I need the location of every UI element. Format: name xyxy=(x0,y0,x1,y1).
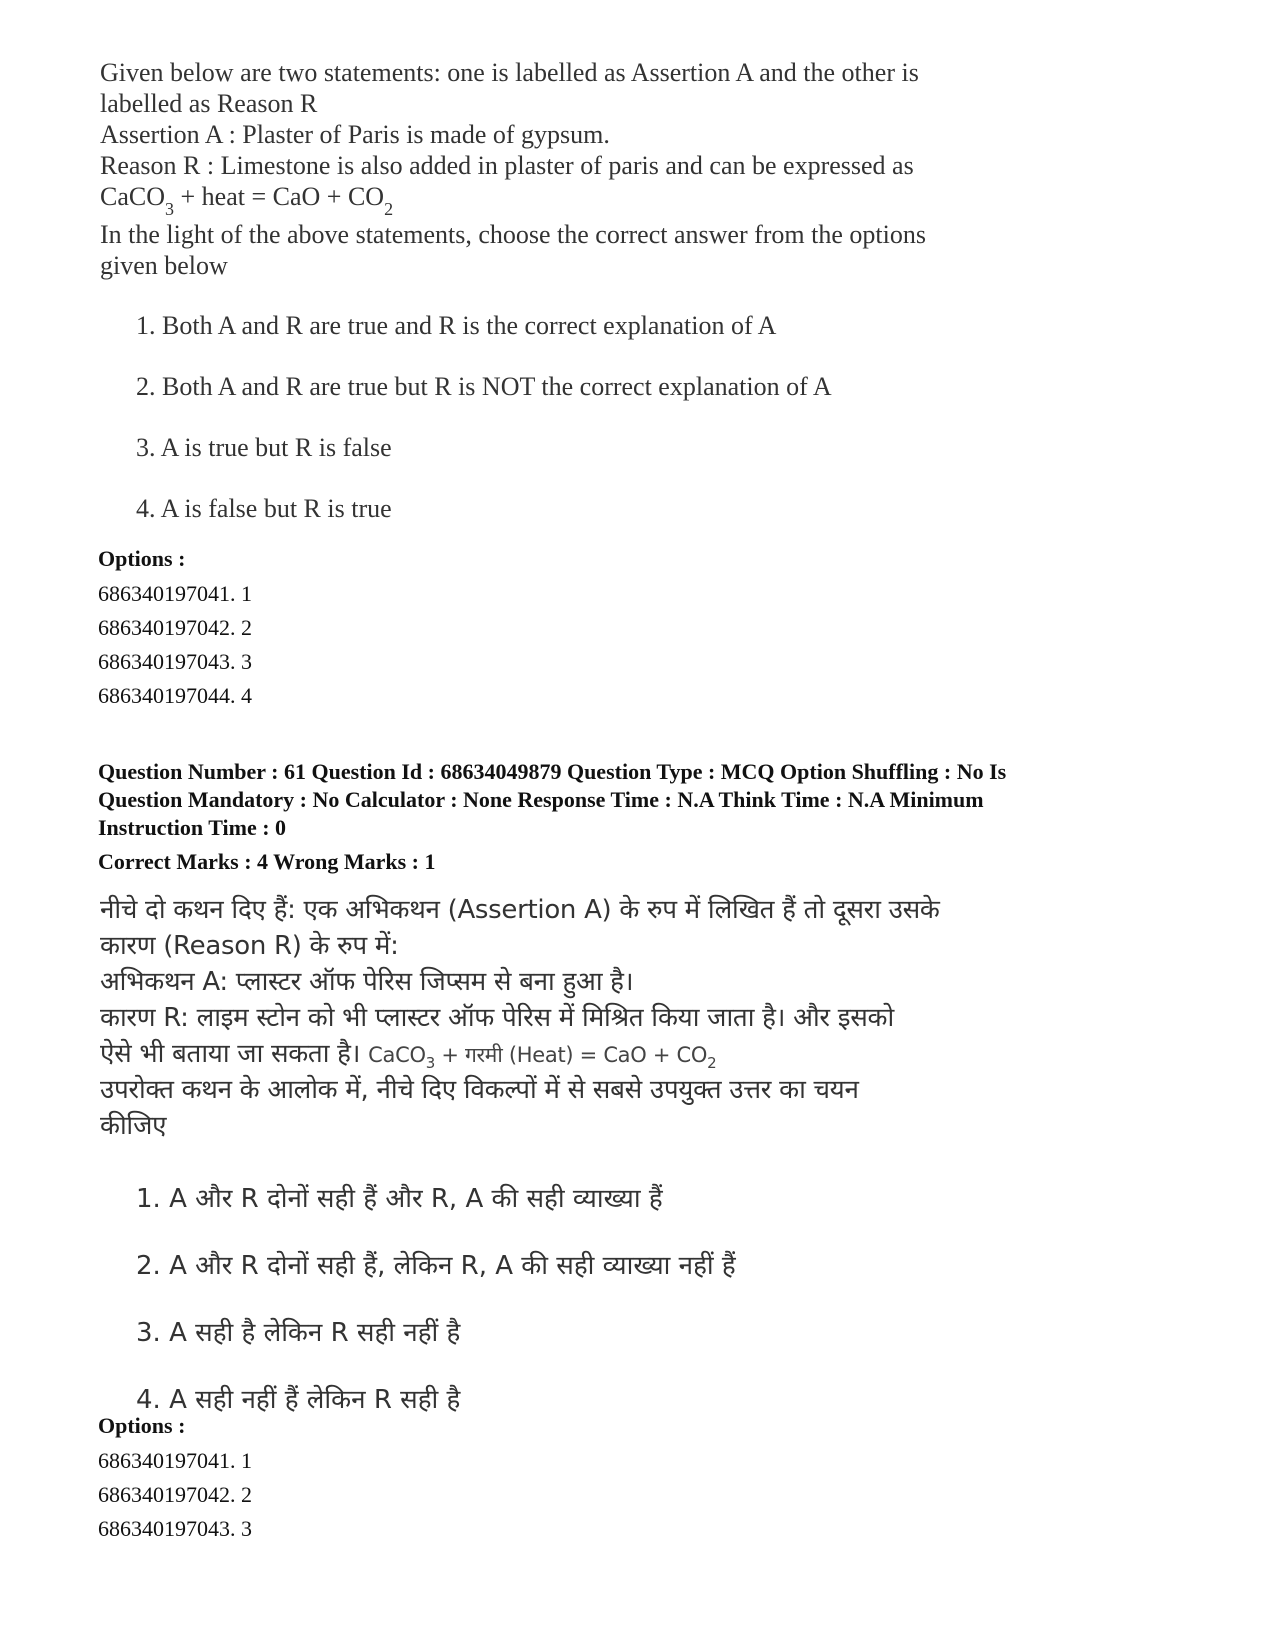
options-label: Options : xyxy=(98,1413,186,1438)
option-id-line: 686340197043. 3 xyxy=(98,649,252,674)
question-stem-line: labelled as Reason R xyxy=(100,89,318,118)
instruction-line: In the light of the above statements, choose the correct answer from the options xyxy=(100,220,926,249)
instruction-line: उपरोक्त कथन के आलोक में, नीचे दिए विकल्पों में से सबसे उपयुक्त उत्तर का चयन xyxy=(100,1075,859,1105)
equation-subscript: 2 xyxy=(384,199,394,220)
option-id-line: 686340197041. 1 xyxy=(98,1448,252,1473)
answer-choice-4: 4. A सही नहीं हैं लेकिन R सही है xyxy=(136,1385,461,1415)
answer-choice-2: 2. A और R दोनों सही हैं, लेकिन R, A की सही व्याख्या नहीं हैं xyxy=(136,1251,736,1281)
question-61-metadata xyxy=(98,758,1006,876)
option-id-line: 686340197042. 2 xyxy=(98,1482,252,1507)
assertion-line: Assertion A : Plaster of Paris is made of gypsum. xyxy=(100,120,610,149)
assertion-line: अभिकथन A: प्लास्टर ऑफ पेरिस जिप्सम से बना हुआ है। xyxy=(100,967,634,997)
equation-text: + heat = CaO + CO xyxy=(174,182,385,211)
reason-line: Reason R : Limestone is also added in plaster of paris and can be expressed as xyxy=(100,151,914,180)
question-stem-line: कारण (Reason R) के रुप में: xyxy=(100,931,399,961)
equation-text: CaCO xyxy=(368,1043,426,1067)
instruction-line: कीजिए xyxy=(100,1111,167,1141)
equation-prefix: ऐसे भी बताया जा सकता है। xyxy=(100,1039,369,1069)
question-meta-line: Question Mandatory : No Calculator : None Response Time : N.A Think Time : N.A Minimum xyxy=(98,787,984,812)
question-meta-line: Instruction Time : 0 xyxy=(98,815,287,840)
question-60-options xyxy=(98,545,252,713)
option-id-line: 686340197043. 3 xyxy=(98,1516,252,1541)
equation-subscript: 3 xyxy=(165,199,174,220)
marks-line: Correct Marks : 4 Wrong Marks : 1 xyxy=(98,849,436,874)
equation-subscript: 3 xyxy=(425,1054,435,1073)
equation-text: CaCO xyxy=(100,182,165,211)
question-stem-line: नीचे दो कथन दिए हैं: एक अभिकथन (Assertion A) के रुप में लिखित हैं तो दूसरा उसके xyxy=(100,895,940,925)
reason-line: कारण R: लाइम स्टोन को भी प्लास्टर ऑफ पेरिस में मिश्रित किया जाता है। और इसको xyxy=(100,1003,894,1033)
answer-choice-4: 4. A is false but R is true xyxy=(136,494,392,523)
option-id-line: 686340197041. 1 xyxy=(98,581,252,606)
question-meta-line: Question Number : 61 Question Id : 68634049879 Question Type : MCQ Option Shuffling : No Is xyxy=(98,759,1007,784)
question-stem-line: Given below are two statements: one is labelled as Assertion A and the other is xyxy=(100,58,919,87)
instruction-line: given below xyxy=(100,251,228,280)
equation-text: + गरमी (Heat) = CaO + CO xyxy=(434,1043,708,1067)
equation-line xyxy=(100,180,394,220)
options-label: Options : xyxy=(98,546,186,571)
answer-choice-1: 1. A और R दोनों सही हैं और R, A की सही व्याख्या हैं xyxy=(136,1184,663,1214)
answer-choice-3: 3. A सही है लेकिन R सही नहीं है xyxy=(136,1318,461,1348)
answer-choice-1: 1. Both A and R are true and R is the correct explanation of A xyxy=(136,311,777,340)
option-id-line: 686340197042. 2 xyxy=(98,615,252,640)
answer-choice-3: 3. A is true but R is false xyxy=(136,433,392,462)
equation-subscript: 2 xyxy=(707,1054,717,1073)
question-61-options xyxy=(98,1412,252,1546)
option-id-line: 686340197044. 4 xyxy=(98,683,252,708)
answer-choice-2: 2. Both A and R are true but R is NOT the correct explanation of A xyxy=(136,372,832,401)
